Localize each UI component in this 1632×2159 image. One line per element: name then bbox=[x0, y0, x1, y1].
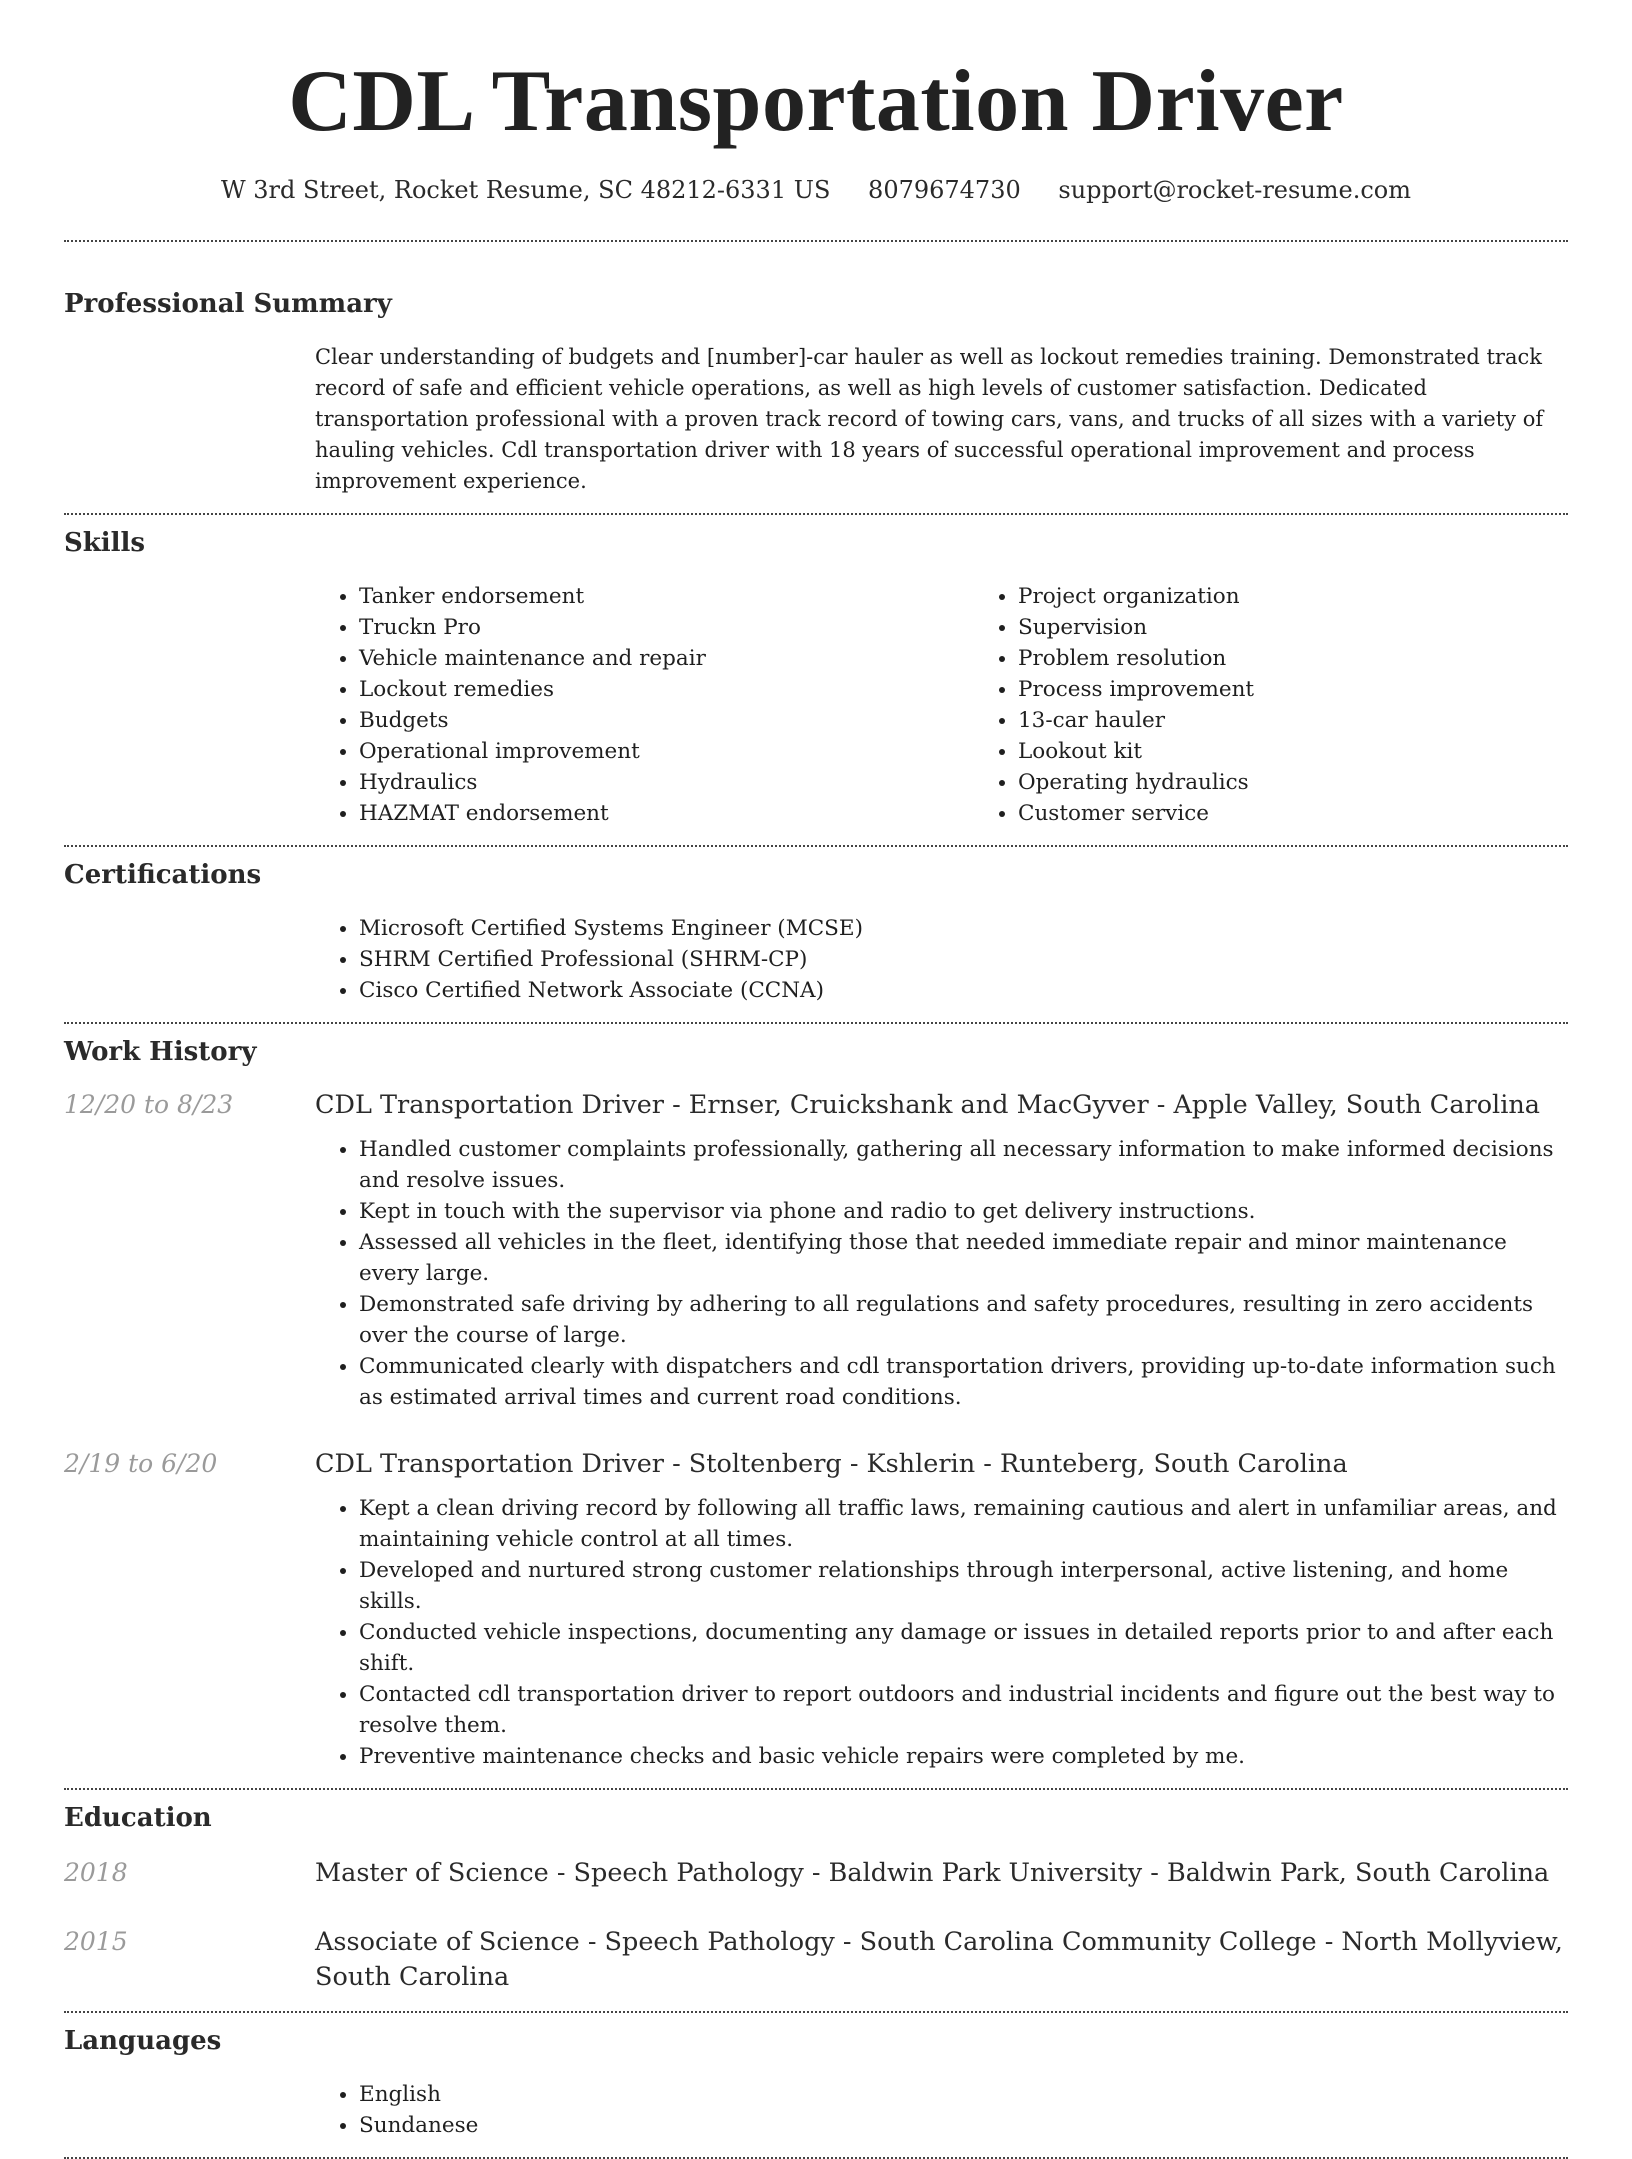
job-title: CDL Transportation Driver - Ernser, Cruickshank and MacGyver - Apple Valley, South Carolina bbox=[315, 1090, 1540, 1120]
job-bullet: • Conducted vehicle inspections, documenting any damage or issues in detailed reports prior to and after each shift. bbox=[359, 1617, 1568, 1679]
candidate-name: CDL Transportation Driver bbox=[288, 53, 1344, 150]
divider bbox=[64, 513, 1568, 515]
contact-phone: 8079674730 bbox=[868, 176, 1021, 204]
skill-item: • Vehicle maintenance and repair bbox=[359, 643, 974, 674]
divider bbox=[64, 845, 1568, 847]
divider bbox=[64, 1788, 1568, 1790]
language-item: • English bbox=[359, 2079, 1568, 2110]
job-bullet: • Handled customer complaints professionally, gathering all necessary information to make informed decisions and resolve issues. bbox=[359, 1134, 1568, 1196]
job-date: 12/20 to 8/23 bbox=[64, 1090, 234, 1119]
education-entry bbox=[64, 1925, 1568, 1995]
education-title-text: Master of Science - Speech Pathology - Baldwin Park University - Baldwin Park, South Carolina bbox=[315, 1858, 1550, 1888]
skill-item: • Hydraulics bbox=[359, 767, 974, 798]
skill-item: • Process improvement bbox=[1018, 674, 1632, 705]
job-bullet: • Demonstrated safe driving by adhering to all regulations and safety procedures, resulting in zero accidents over the course of large. bbox=[359, 1289, 1568, 1351]
skill-item: • Lookout kit bbox=[1018, 736, 1632, 767]
skills-section bbox=[64, 527, 1568, 829]
contact-line bbox=[64, 174, 1568, 206]
job-entry bbox=[64, 1088, 1568, 1413]
summary-section bbox=[64, 288, 1568, 497]
job-bullet: • Developed and nurtured strong customer relationships through interpersonal, active listening, and home skills. bbox=[359, 1555, 1568, 1617]
job-bullet: • Assessed all vehicles in the fleet, identifying those that needed immediate repair and minor maintenance every large. bbox=[359, 1227, 1568, 1289]
job-title: CDL Transportation Driver - Stoltenberg - Kshlerin - Runteberg, South Carolina bbox=[315, 1449, 1348, 1479]
summary-text: Clear understanding of budgets and [number]-car hauler as well as lockout remedies training. Demonstrated track record of safe and efficient vehicle operations, as well as high levels of customer satisfaction. Dedicated transportation professional with a proven track record of towing cars, vans, and trucks of all sizes with a variety of hauling vehicles. Cdl transportation driver with 18 years of successful operational improvement and process improvement experience. bbox=[315, 345, 1544, 493]
languages-section bbox=[64, 2025, 1568, 2141]
job-bullet: • Communicated clearly with dispatchers and cdl transportation drivers, providing up-to-date information such as estimated arrival times and current road conditions. bbox=[359, 1351, 1568, 1413]
skills-title: Skills bbox=[64, 528, 146, 558]
education-date: 2018 bbox=[64, 1858, 128, 1887]
job-bullets bbox=[315, 1493, 1568, 1772]
skills-list-right bbox=[974, 581, 1632, 829]
contact-email: support@rocket-resume.com bbox=[1058, 176, 1412, 204]
divider bbox=[64, 2011, 1568, 2013]
certification-item: • SHRM Certified Professional (SHRM-CP) bbox=[359, 944, 1568, 975]
job-bullets bbox=[315, 1134, 1568, 1413]
skill-item: • Tanker endorsement bbox=[359, 581, 974, 612]
skill-item: • Problem resolution bbox=[1018, 643, 1632, 674]
language-item: • Sundanese bbox=[359, 2110, 1568, 2141]
skill-item: • 13-car hauler bbox=[1018, 705, 1632, 736]
certifications-list bbox=[315, 913, 1568, 1006]
education-title: Education bbox=[64, 1803, 212, 1833]
job-date: 2/19 to 6/20 bbox=[64, 1449, 218, 1478]
skill-item: • HAZMAT endorsement bbox=[359, 798, 974, 829]
skill-item: • Lockout remedies bbox=[359, 674, 974, 705]
job-entry bbox=[64, 1447, 1568, 1772]
skill-item: • Operational improvement bbox=[359, 736, 974, 767]
skill-item: • Customer service bbox=[1018, 798, 1632, 829]
job-bullet: • Kept a clean driving record by following all traffic laws, remaining cautious and alert in unfamiliar areas, and maintaining vehicle control at all times. bbox=[359, 1493, 1568, 1555]
summary-title: Professional Summary bbox=[64, 289, 392, 319]
skill-item: • Operating hydraulics bbox=[1018, 767, 1632, 798]
certifications-section bbox=[64, 859, 1568, 1006]
education-date: 2015 bbox=[64, 1927, 128, 1956]
certification-item: • Microsoft Certified Systems Engineer (MCSE) bbox=[359, 913, 1568, 944]
education-section bbox=[64, 1802, 1568, 1995]
work-history-section bbox=[64, 1036, 1568, 1772]
skills-list-left bbox=[315, 581, 974, 829]
languages-list bbox=[315, 2079, 1568, 2141]
divider bbox=[64, 240, 1568, 242]
skill-item: • Project organization bbox=[1018, 581, 1632, 612]
skill-item: • Budgets bbox=[359, 705, 974, 736]
education-title-text: Associate of Science - Speech Pathology - South Carolina Community College - North Mollyview, South Carolina bbox=[315, 1927, 1563, 1992]
divider bbox=[64, 1022, 1568, 1024]
resume-page bbox=[64, 0, 1568, 2159]
job-bullet: • Kept in touch with the supervisor via phone and radio to get delivery instructions. bbox=[359, 1196, 1568, 1227]
certifications-title: Certifications bbox=[64, 860, 262, 890]
education-entry bbox=[64, 1856, 1568, 1891]
work-history-title: Work History bbox=[64, 1037, 257, 1067]
certification-item: • Cisco Certified Network Associate (CCNA) bbox=[359, 975, 1568, 1006]
languages-title: Languages bbox=[64, 2026, 222, 2056]
job-bullet: • Preventive maintenance checks and basic vehicle repairs were completed by me. bbox=[359, 1741, 1568, 1772]
job-bullet: • Contacted cdl transportation driver to report outdoors and industrial incidents and figure out the best way to resolve them. bbox=[359, 1679, 1568, 1741]
skill-item: • Truckn Pro bbox=[359, 612, 974, 643]
contact-address: W 3rd Street, Rocket Resume, SC 48212-6331 US bbox=[220, 176, 831, 204]
skill-item: • Supervision bbox=[1018, 612, 1632, 643]
